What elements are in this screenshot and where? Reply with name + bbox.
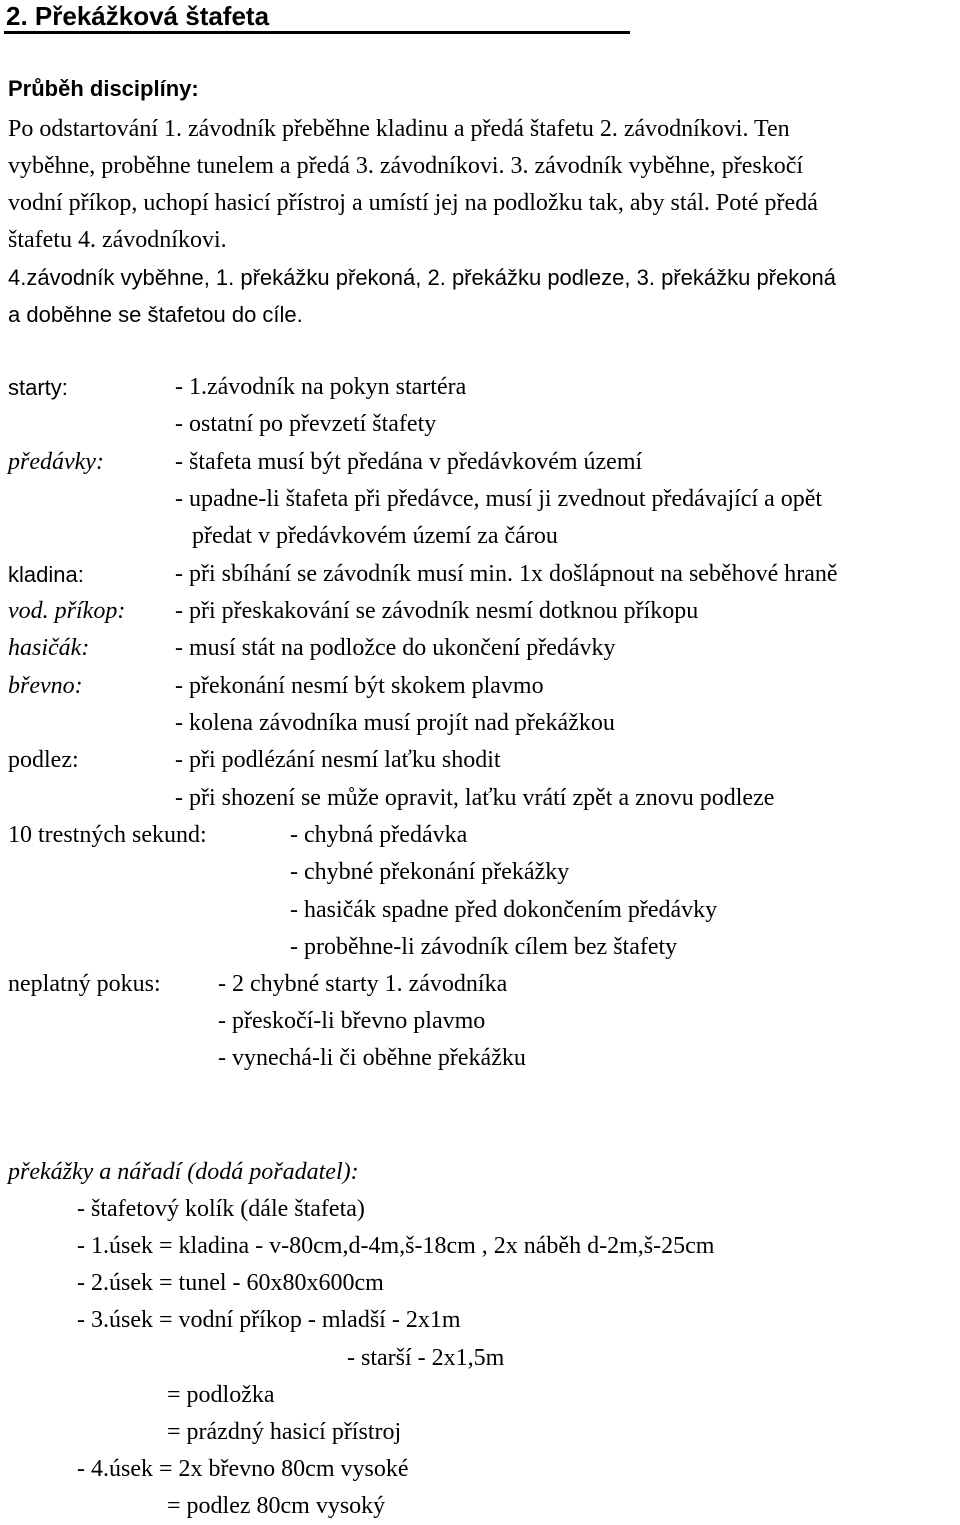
equipment-item: - 3.úsek = vodní příkop - mladší - 2x1m (77, 1307, 461, 1333)
rule-label: starty: (8, 375, 68, 400)
invalid-item: - 2 chybné starty 1. závodníka (218, 971, 508, 997)
rule-label: hasičák: (8, 635, 90, 661)
equipment-item: - 4.úsek = 2x břevno 80cm vysoké (77, 1456, 409, 1482)
paragraph-line: vodní příkop, uchopí hasicí přístroj a umístí jej na podložku tak, aby stál. Poté předá (8, 190, 818, 216)
paragraph-line: 4.závodník vyběhne, 1. překážku překoná, 2. překážku podleze, 3. překážku překoná (8, 265, 836, 290)
title-underline (4, 31, 630, 34)
rule-text (175, 369, 466, 406)
rule-text: předat v předávkovém území za čárou (192, 523, 558, 549)
rule-text: - při shození se může opravit, laťku vrátí zpět a znovu podleze (175, 785, 775, 811)
discipline-description (8, 111, 958, 333)
document-title: 2. Překážková štafeta (6, 1, 270, 31)
rule-text: - překonání nesmí být skokem plavmo (175, 673, 544, 699)
penalty-item: - hasičák spadne před dokončením předávky (290, 897, 718, 923)
paragraph-line: vyběhne, proběhne tunelem a předá 3. závodníkovi. 3. závodník vyběhne, přeskočí (8, 153, 804, 179)
rule-text: - při sbíhání se závodník musí min. 1x došlápnout na seběhové hraně (175, 561, 838, 587)
paragraph-line: Po odstartování 1. závodník přeběhne kladinu a předá štafetu 2. závodníkovi. Ten (8, 116, 790, 142)
rule-text: - kolena závodníka musí projít nad překážkou (175, 710, 615, 736)
invalid-item: - přeskočí-li břevno plavmo (218, 1008, 486, 1034)
equipment-item: = prázdný hasicí přístroj (167, 1419, 402, 1445)
equipment-heading: překážky a nářadí (dodá pořadatel): (8, 1159, 359, 1185)
rule-text: - štafeta musí být předána v předávkovém území (175, 449, 643, 475)
rule-label: podlez: (8, 747, 79, 773)
equipment-item: - štafetový kolík (dále štafeta) (77, 1196, 365, 1222)
equipment-item: - 2.úsek = tunel - 60x80x600cm (77, 1270, 384, 1296)
paragraph-line: a doběhne se štafetou do cíle. (8, 302, 303, 327)
penalty-label: 10 trestných sekund: (8, 822, 207, 848)
penalty-item: - chybné překonání překážky (290, 859, 570, 885)
rule-label: břevno: (8, 673, 83, 699)
rule-text-part: - 1.závodník na pokyn startéra (175, 374, 467, 400)
rule-label: předávky: (8, 449, 104, 475)
penalty-item: - chybná předávka (290, 822, 468, 848)
rule-label: vod. příkop: (8, 598, 126, 624)
invalid-item: - vynechá-li či oběhne překážku (218, 1045, 526, 1071)
rule-text: - upadne-li štafeta při předávce, musí ji zvednout předávající a opět (175, 486, 823, 512)
paragraph-line: štafetu 4. závodníkovi. (8, 227, 227, 253)
section-heading: Průběh disciplíny: (8, 76, 199, 101)
rule-text: - při podlézání nesmí laťku shodit (175, 747, 501, 773)
rule-text: - musí stát na podložce do ukončení předávky (175, 635, 616, 661)
rule-text: - při přeskakování se závodník nesmí dotknou příkopu (175, 598, 699, 624)
rule-text: - ostatní po převzetí štafety (175, 411, 437, 437)
penalty-item: - proběhne-li závodník cílem bez štafety (290, 934, 678, 960)
equipment-item: - starší - 2x1,5m (347, 1345, 505, 1371)
equipment-item: = podložka (167, 1382, 275, 1408)
equipment-item: = podlez 80cm vysoký (167, 1493, 386, 1519)
rule-label: kladina: (8, 562, 84, 587)
invalid-label: neplatný pokus: (8, 971, 161, 997)
equipment-item: - 1.úsek = kladina - v-80cm,d-4m,š-18cm , 2x náběh d-2m,š-25cm (77, 1233, 715, 1259)
